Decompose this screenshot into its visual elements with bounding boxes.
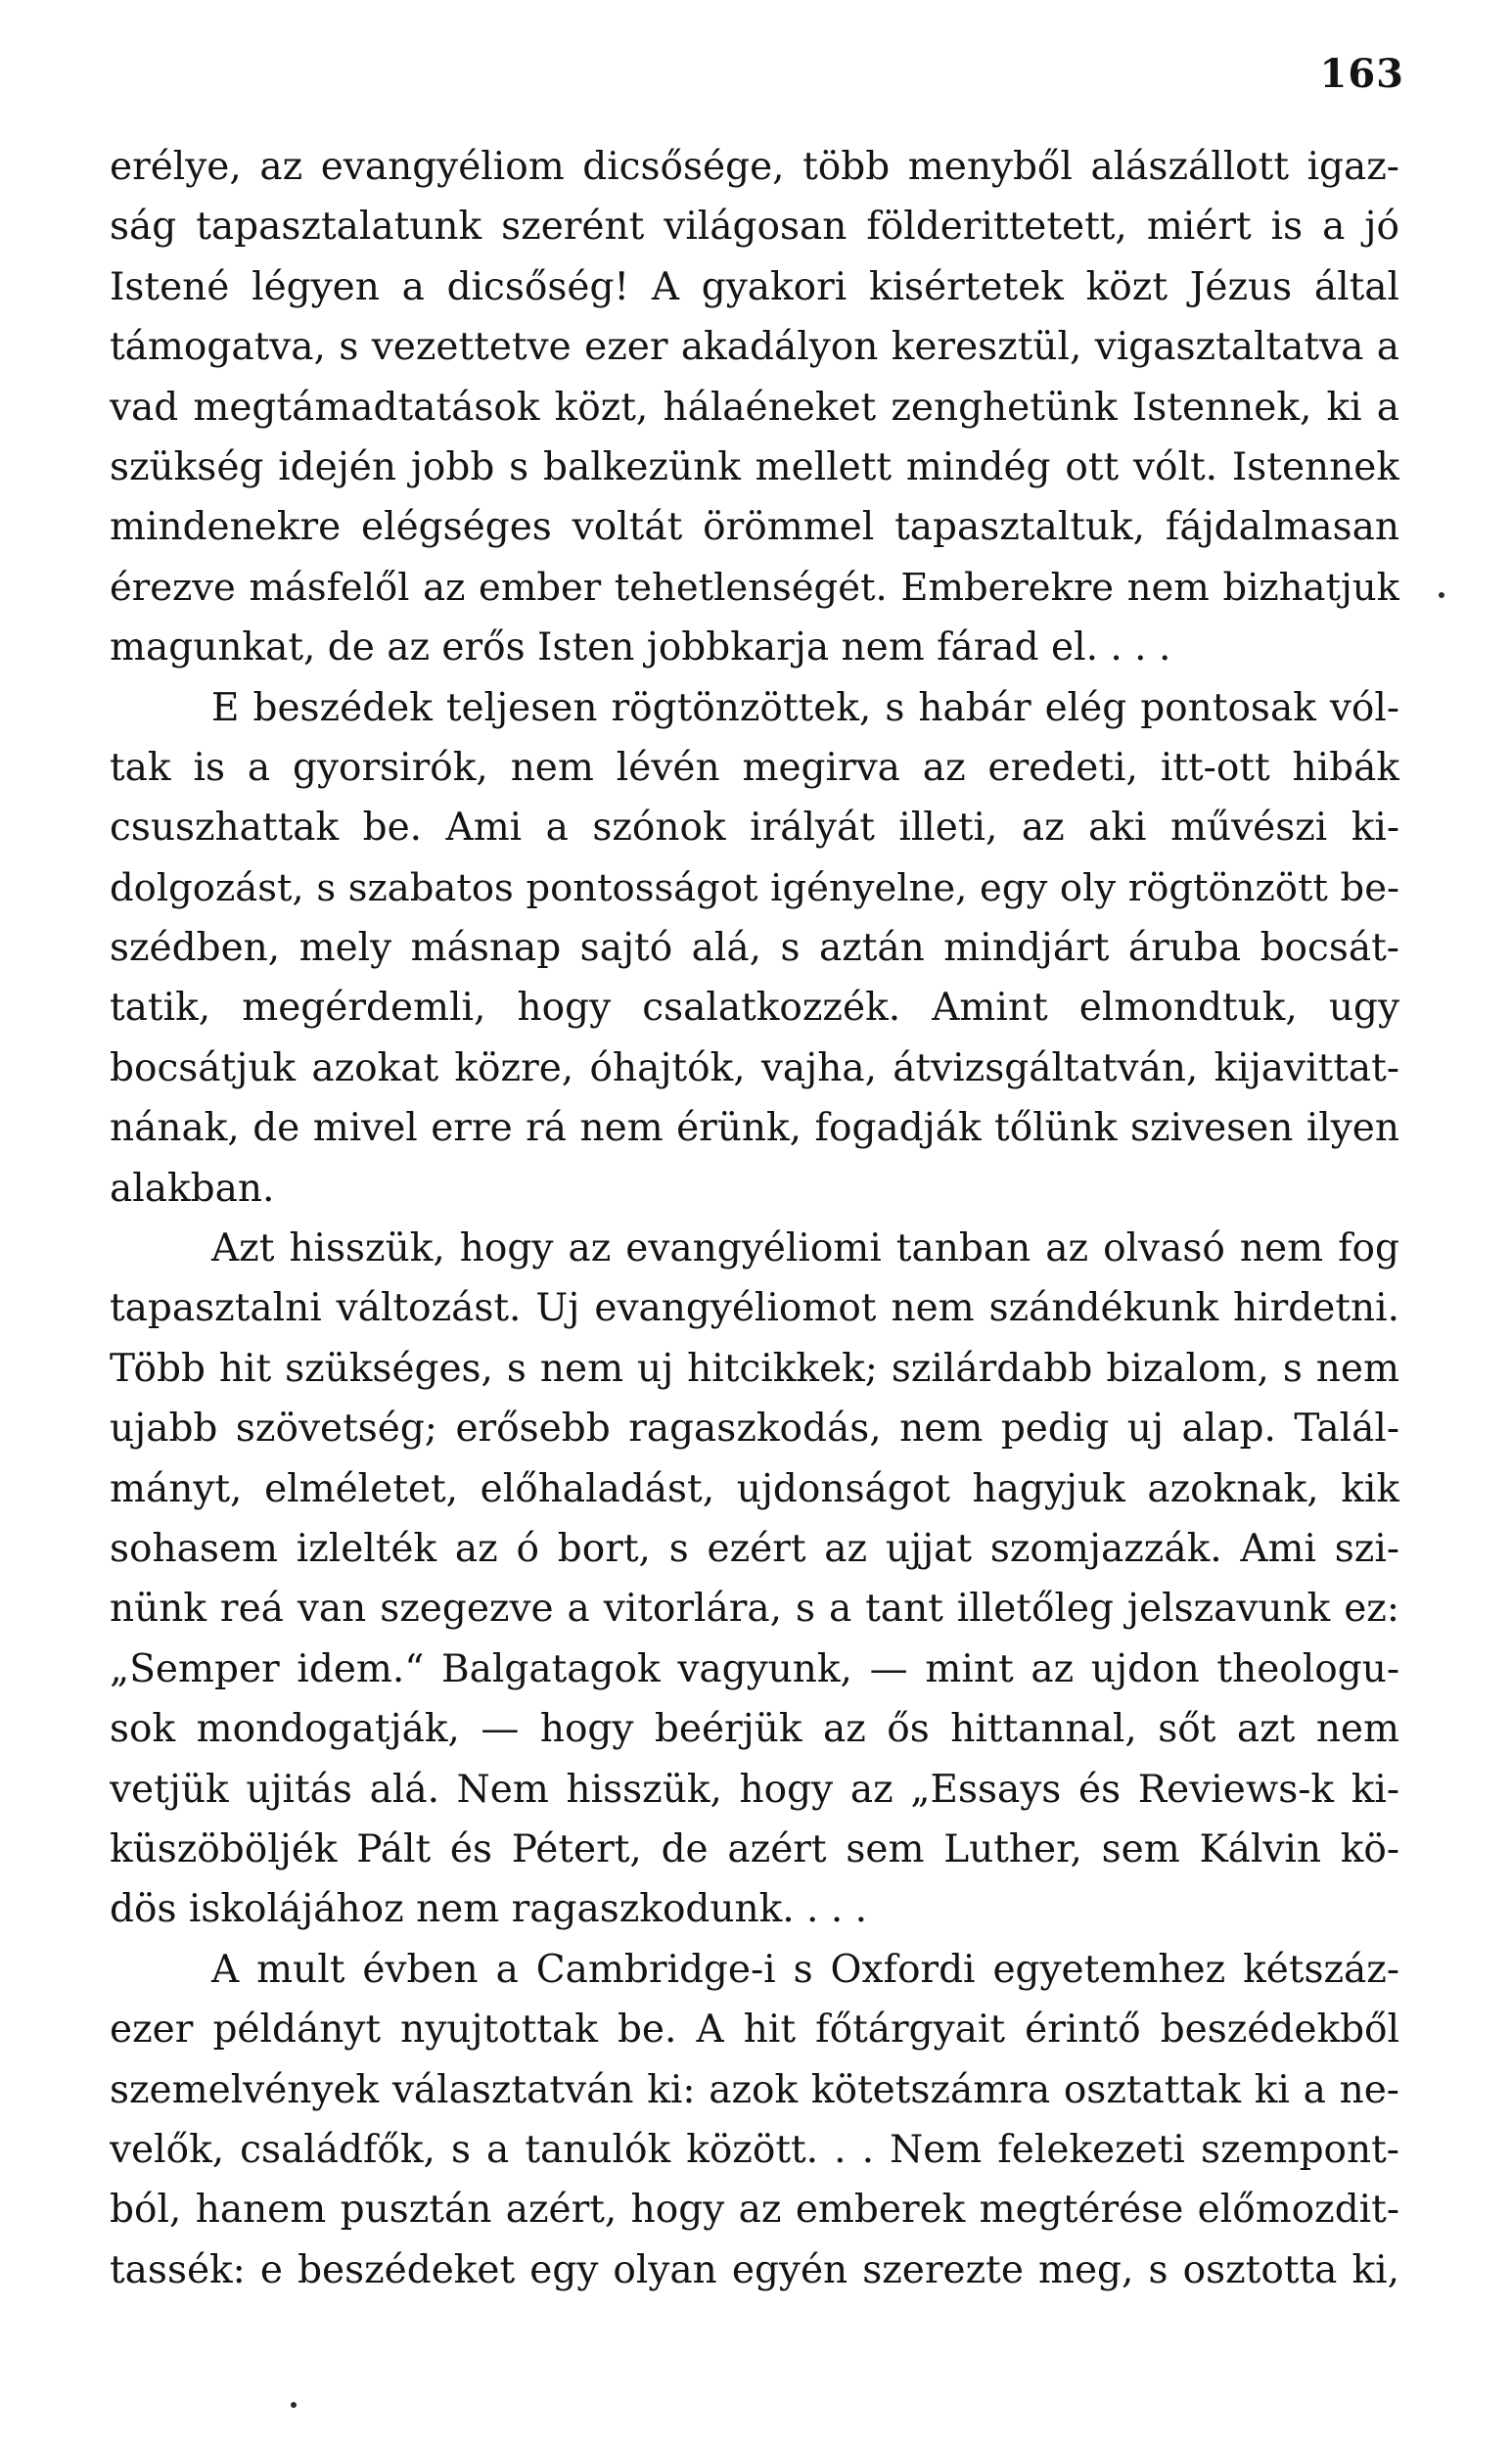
text-line: vad megtámadtatások közt, hálaéneket zenghetünk Istennek, ki a [110,385,1399,430]
text-line: dös iskolájához nem ragaszkodunk. . . . [110,1887,868,1932]
text-line: „Semper idem.“ Balgatagok vagyunk, — mint az ujdon theologu- [110,1646,1399,1691]
text-line: érezve másfelől az ember tehetlenségét. Emberekre nem bizhatjuk [110,565,1399,610]
body-text [110,137,1399,2300]
text-line: ság tapasztalatunk szerént világosan földerittetett, miért is a jó [110,205,1399,250]
text-line: alakban. [110,1166,275,1211]
text-line: mindenekre elégséges voltát örömmel tapasztaltuk, fájdalmasan [110,505,1399,550]
text-line: velők, családfők, s a tanulók között. . . Nem felekezeti szempont- [110,2127,1399,2172]
text-line: tak is a gyorsirók, nem lévén megirva az eredeti, itt-ott hibák [110,745,1399,790]
text-line: vetjük ujitás alá. Nem hisszük, hogy az „Essays és Reviews-k ki- [110,1767,1399,1812]
text-line: Istené légyen a dicsőség! A gyakori kisértetek közt Jézus által [110,264,1399,309]
text-line: erélye, az evangyéliom dicsősége, több menyből alászállott igaz- [110,145,1399,189]
text-line: bocsátjuk azokat közre, óhajtók, vajha, átvizsgáltatván, kijavittat- [110,1045,1399,1090]
text-line: A mult évben a Cambridge-i s Oxfordi egyetemhez kétszáz- [211,1947,1399,1992]
text-line: tassék: e beszédeket egy olyan egyén szerezte meg, s osztotta ki, [110,2247,1399,2292]
text-line: nának, de mivel erre rá nem érünk, fogadják tőlünk szivesen ilyen [110,1106,1399,1151]
text-line: dolgozást, s szabatos pontosságot igényelne, egy oly rögtönzött be- [110,865,1399,910]
text-line: tapasztalni változást. Uj evangyéliomot nem szándékunk hirdetni. [110,1286,1399,1331]
text-line: csuszhattak be. Ami a szónok irályát illeti, az aki művészi ki- [110,806,1399,851]
text-line: nünk reá van szegezve a vitorlára, s a tant illetőleg jelszavunk ez: [110,1587,1399,1632]
text-line: támogatva, s vezettetve ezer akadályon keresztül, vigasztaltatva a [110,325,1399,370]
text-line: mányt, elméletet, előhaladást, ujdonságot hagyjuk azoknak, kik [110,1466,1399,1511]
text-line: ezer példányt nyujtottak be. A hit főtárgyait érintő beszédekből [110,2008,1399,2053]
text-line: sok mondogatják, — hogy beérjük az ős hittannal, sőt azt nem [110,1707,1399,1752]
text-line: szemelvények választatván ki: azok kötetszámra osztattak ki a ne- [110,2067,1399,2112]
page-number: 163 [1319,51,1404,97]
text-line: magunkat, de az erős Isten jobbkarja nem fárad el. . . . [110,625,1171,670]
text-line: Több hit szükséges, s nem uj hitcikkek; szilárdabb bizalom, s nem [110,1346,1399,1391]
text-line: szükség idején jobb s balkezünk mellett mindég ott vólt. Istennek [110,444,1399,489]
print-speck [1439,592,1444,598]
text-line: szédben, mely másnap sajtó alá, s aztán mindjárt áruba bocsát- [110,926,1399,971]
text-line: küszöböljék Pált és Pétert, de azért sem Luther, sem Kálvin kö- [110,1826,1399,1871]
text-line: tatik, megérdemli, hogy csalatkozzék. Amint elmondtuk, ugy [110,986,1399,1031]
text-line: ból, hanem pusztán azért, hogy az emberek megtérése előmozdit- [110,2188,1399,2233]
text-line: Azt hisszük, hogy az evangyéliomi tanban az olvasó nem fog [211,1226,1399,1271]
print-speck [291,2402,297,2408]
text-line: sohasem izlelték az ó bort, s ezért az ujjat szomjazzák. Ami szi- [110,1526,1399,1571]
text-line: E beszédek teljesen rögtönzöttek, s habár elég pontosak vól- [211,685,1399,730]
text-line: ujabb szövetség; erősebb ragaszkodás, nem pedig uj alap. Talál- [110,1407,1399,1452]
